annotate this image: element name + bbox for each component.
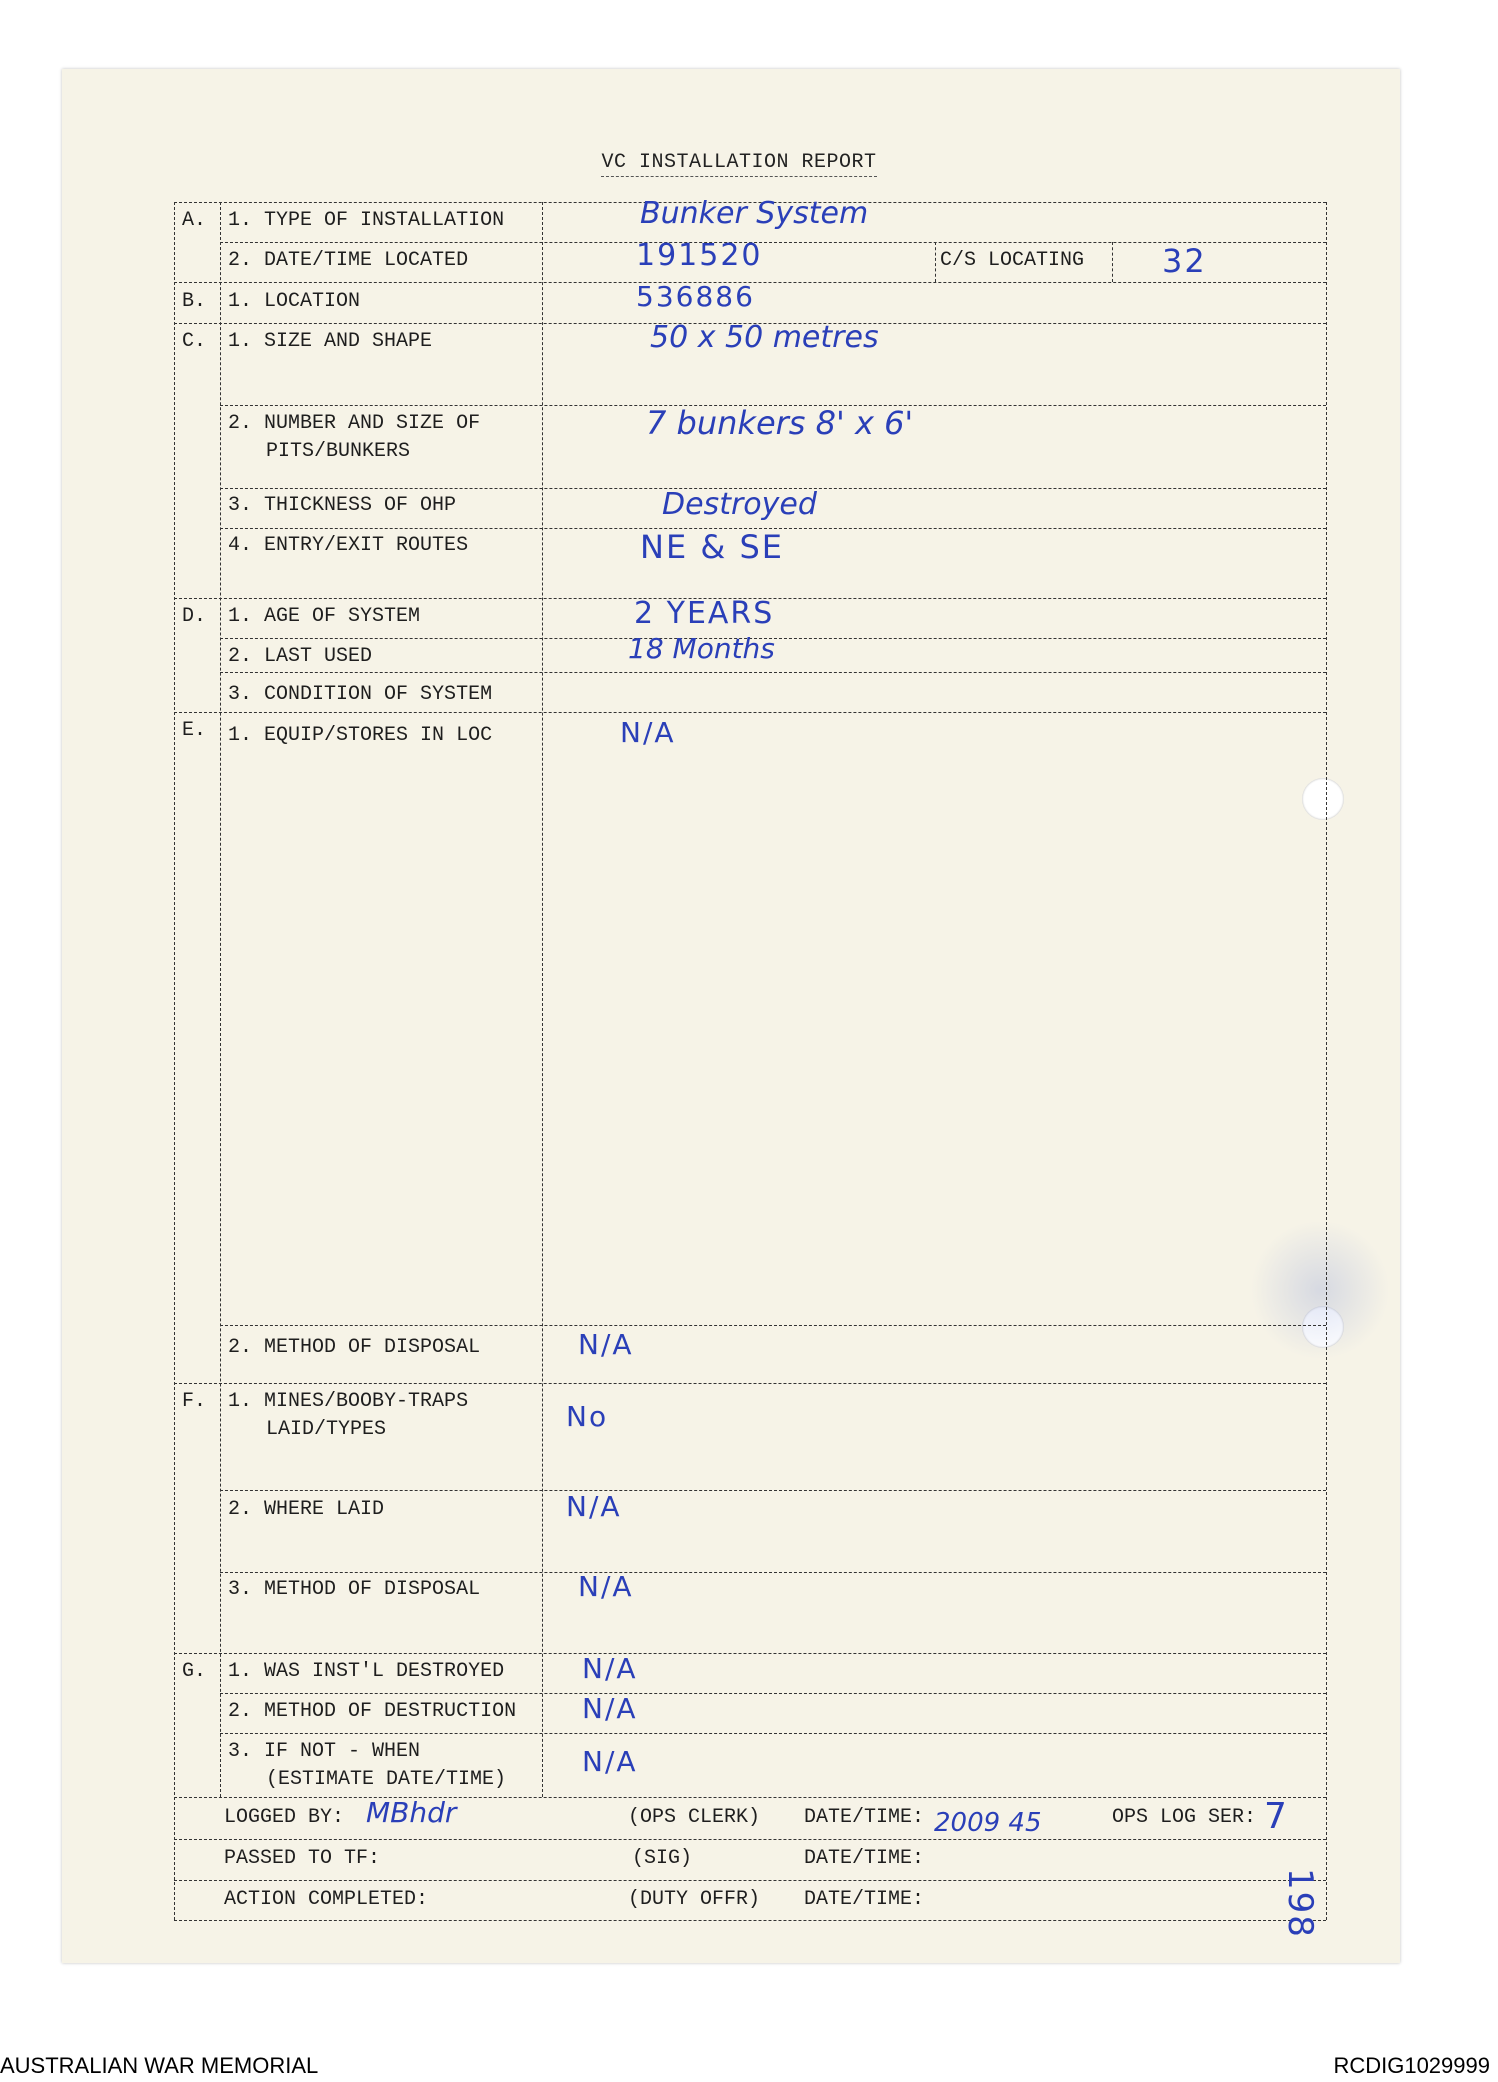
answer-c3: Destroyed (662, 487, 817, 522)
section-letter-f: F. (182, 1390, 207, 1413)
date-time-label-2: DATE/TIME: (804, 1847, 925, 1870)
cs-locating-label: C/S LOCATING (940, 249, 1085, 272)
item-f1-label: 1. MINES/BOOBY-TRAPS (228, 1390, 469, 1413)
section-letter-c: C. (182, 330, 207, 353)
punch-hole-upper (1302, 778, 1344, 820)
answer-e2: N/A (578, 1328, 634, 1361)
item-f1-label-line2: LAID/TYPES (266, 1418, 387, 1441)
duty-offr-label: (DUTY OFFR) (628, 1888, 761, 1911)
answer-a2: 191520 (636, 238, 763, 273)
answer-g1: N/A (582, 1652, 638, 1685)
item-c2-label-line2: PITS/BUNKERS (266, 440, 411, 463)
item-e1-label: 1. EQUIP/STORES IN LOC (228, 724, 493, 747)
answer-c1: 50 x 50 metres (650, 320, 879, 355)
action-completed-label: ACTION COMPLETED: (224, 1888, 429, 1911)
footer-archive-name: AUSTRALIAN WAR MEMORIAL (0, 2053, 319, 2078)
ops-clerk-label: (OPS CLERK) (628, 1806, 761, 1829)
item-c3-label: 3. THICKNESS OF OHP (228, 494, 457, 517)
date-time-label-3: DATE/TIME: (804, 1888, 925, 1911)
logged-by-signature: MBhdr (366, 1796, 457, 1829)
answer-f2: N/A (566, 1490, 622, 1523)
section-letter-b: B. (182, 290, 207, 313)
item-g3-label: 3. IF NOT - WHEN (228, 1740, 421, 1763)
item-c4-label: 4. ENTRY/EXIT ROUTES (228, 534, 469, 557)
ops-log-ser-label: OPS LOG SER: (1112, 1806, 1257, 1829)
page-number: 198 (1280, 1868, 1320, 1939)
section-letter-g: G. (182, 1660, 207, 1683)
section-letter-d: D. (182, 605, 207, 628)
sig-label: (SIG) (632, 1847, 693, 1870)
answer-c4: NE & SE (640, 528, 784, 566)
item-c2-label: 2. NUMBER AND SIZE OF (228, 412, 481, 435)
answer-f3: N/A (578, 1570, 634, 1603)
answer-c2: 7 bunkers 8' x 6' (646, 404, 914, 442)
answer-f1: No (566, 1400, 609, 1433)
item-a2-label: 2. DATE/TIME LOCATED (228, 249, 469, 272)
report-title: VC INSTALLATION REPORT (0, 151, 1478, 174)
answer-g3: N/A (582, 1745, 638, 1778)
footer-record-id: RCDIG1029999 (1333, 2053, 1490, 2078)
item-c1-label: 1. SIZE AND SHAPE (228, 330, 433, 353)
ink-smudge (1250, 1220, 1390, 1360)
item-d3-label: 3. CONDITION OF SYSTEM (228, 683, 493, 706)
item-d2-label: 2. LAST USED (228, 645, 373, 668)
item-e2-label: 2. METHOD OF DISPOSAL (228, 1336, 481, 1359)
answer-a1: Bunker System (640, 196, 869, 231)
item-a1-label: 1. TYPE OF INSTALLATION (228, 209, 505, 232)
ops-log-ser-value: 7 (1264, 1796, 1289, 1837)
logged-by-label: LOGGED BY: (224, 1806, 345, 1829)
item-g1-label: 1. WAS INST'L DESTROYED (228, 1660, 505, 1683)
item-g3-label-line2: (ESTIMATE DATE/TIME) (266, 1768, 507, 1791)
section-letter-a: A. (182, 209, 207, 232)
section-letter-e: E. (182, 719, 207, 742)
item-f2-label: 2. WHERE LAID (228, 1498, 385, 1521)
answer-d2: 18 Months (628, 632, 775, 665)
date-time-value-1: 2009 45 (934, 1808, 1042, 1838)
passed-to-label: PASSED TO TF: (224, 1847, 381, 1870)
answer-e1: N/A (620, 716, 676, 749)
date-time-label-1: DATE/TIME: (804, 1806, 925, 1829)
item-g2-label: 2. METHOD OF DESTRUCTION (228, 1700, 517, 1723)
item-b1-label: 1. LOCATION (228, 290, 361, 313)
answer-d1: 2 YEARS (634, 596, 775, 631)
answer-g2: N/A (582, 1692, 638, 1725)
answer-cs-locating: 32 (1162, 242, 1207, 280)
item-f3-label: 3. METHOD OF DISPOSAL (228, 1578, 481, 1601)
item-d1-label: 1. AGE OF SYSTEM (228, 605, 421, 628)
answer-b1: 536886 (636, 280, 755, 313)
